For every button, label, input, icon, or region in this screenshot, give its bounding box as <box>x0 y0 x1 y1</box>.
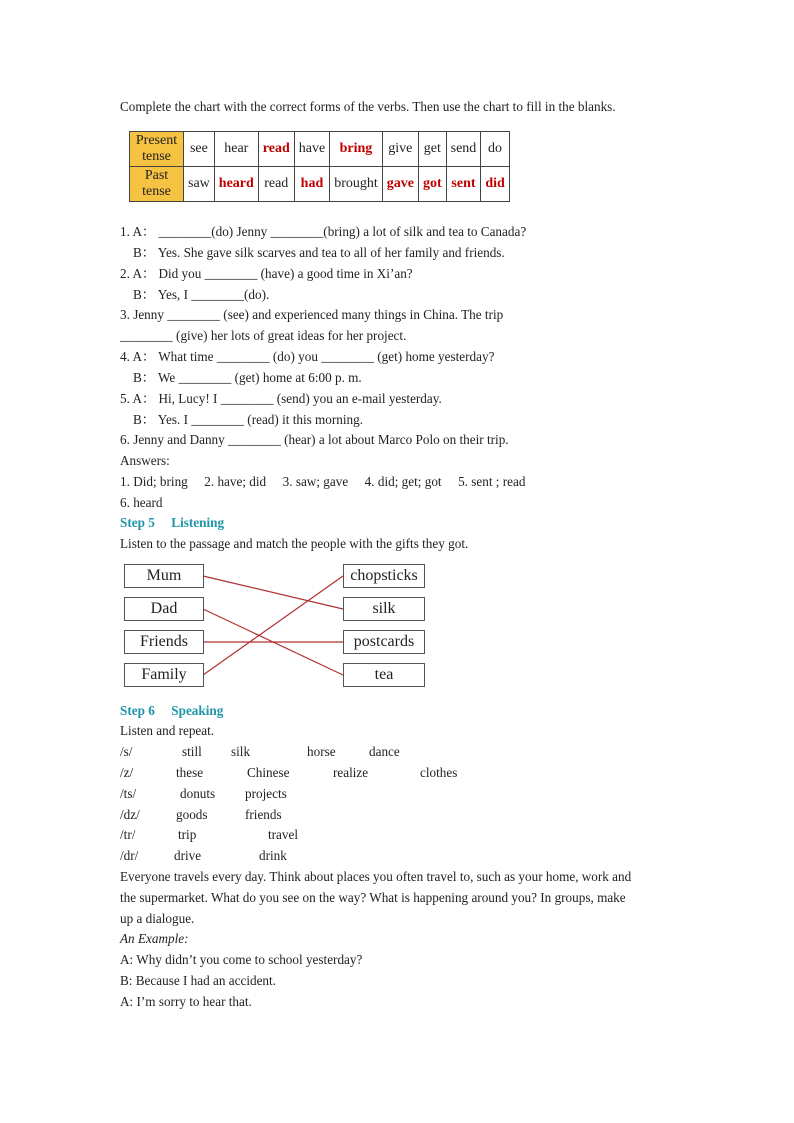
exercise-line: 6. Jenny and Danny ________ (hear) a lot about Marco Polo on their trip. <box>120 432 509 447</box>
phonics-word: horse <box>307 744 336 759</box>
gift-box-tea: tea <box>343 663 425 687</box>
phonics-sound: /dr/ <box>120 848 139 863</box>
step6-instruction: Listen and repeat. <box>120 723 215 738</box>
phonics-word: trip <box>178 827 197 842</box>
person-box-dad: Dad <box>124 597 204 621</box>
verb-cell: get <box>418 132 446 167</box>
phonics-word: dance <box>369 744 400 759</box>
dialogue-line: A: Why didn’t you come to school yesterday? <box>120 952 363 967</box>
exercise-line: 5. A： Hi, Lucy! I ________ (send) you an e-mail yesterday. <box>120 391 442 406</box>
exercise-line: B： Yes, I ________(do). <box>133 287 270 302</box>
exercise-line: B： Yes. I ________ (read) it this morning. <box>133 412 364 427</box>
verb-cell: saw <box>184 167 215 202</box>
step5-instruction: Listen to the passage and match the people with the gifts they got. <box>120 536 469 551</box>
answers-line: 1. Did; bring 2. have; did 3. saw; gave 4. did; get; got 5. sent ; read <box>120 474 526 489</box>
phonics-sound: /z/ <box>120 765 134 780</box>
exercise-line: B： Yes. She gave silk scarves and tea to all of her family and friends. <box>133 245 505 260</box>
dialogue-line: A: I’m sorry to hear that. <box>120 994 252 1009</box>
verb-answer-cell: had <box>294 167 329 202</box>
exercise-line: B： We ________ (get) home at 6:00 p. m. <box>133 370 362 385</box>
phonics-sound: /dz/ <box>120 807 140 822</box>
gift-box-silk: silk <box>343 597 425 621</box>
verb-answer-cell: bring <box>330 132 383 167</box>
phonics-word: these <box>176 765 204 780</box>
phonics-word: donuts <box>180 786 216 801</box>
verb-cell: give <box>382 132 418 167</box>
dialogue-line: B: Because I had an accident. <box>120 973 276 988</box>
exercise-line: 1. A： ________(do) Jenny ________(bring) a lot of silk and tea to Canada? <box>120 224 527 239</box>
match-line-family-chopsticks <box>203 576 343 675</box>
step6-title: Step 6 Speaking <box>120 703 224 718</box>
phonics-word: clothes <box>420 765 458 780</box>
person-box-friends: Friends <box>124 630 204 654</box>
phonics-word: Chinese <box>247 765 290 780</box>
phonics-sound: /ts/ <box>120 786 137 801</box>
paragraph-line: Everyone travels every day. Think about places you often travel to, such as your home, work and <box>120 869 632 884</box>
paragraph-line: up a dialogue. <box>120 911 195 926</box>
answers-line: 6. heard <box>120 495 163 510</box>
phonics-word: travel <box>268 827 299 842</box>
person-box-mum: Mum <box>124 564 204 588</box>
past-header: Past tense <box>130 167 184 202</box>
verb-cell: hear <box>214 132 258 167</box>
phonics-word: realize <box>333 765 369 780</box>
verb-answer-cell: got <box>418 167 446 202</box>
phonics-word: projects <box>245 786 287 801</box>
verb-answer-cell: gave <box>382 167 418 202</box>
verb-cell: send <box>446 132 481 167</box>
match-line-mum-silk <box>203 576 343 609</box>
phonics-word: drive <box>174 848 202 863</box>
phonics-word: drink <box>259 848 287 863</box>
gift-box-postcards: postcards <box>343 630 425 654</box>
step5-title: Step 5 Listening <box>120 515 225 530</box>
exercise-line: 3. Jenny ________ (see) and experienced many things in China. The trip <box>120 307 504 322</box>
verb-answer-cell: did <box>481 167 509 202</box>
phonics-word: friends <box>245 807 282 822</box>
verb-answer-cell: heard <box>214 167 258 202</box>
phonics-word: goods <box>176 807 208 822</box>
verb-cell: see <box>184 132 215 167</box>
answers-label: Answers: <box>120 453 170 468</box>
person-box-family: Family <box>124 663 204 687</box>
phonics-word: silk <box>231 744 251 759</box>
verb-cell: do <box>481 132 509 167</box>
verb-cell: brought <box>330 167 383 202</box>
exercise-line: 4. A： What time ________ (do) you ________ (get) home yesterday? <box>120 349 495 364</box>
phonics-sound: /tr/ <box>120 827 136 842</box>
gift-box-chopsticks: chopsticks <box>343 564 425 588</box>
exercise-line: ________ (give) her lots of great ideas for her project. <box>120 328 407 343</box>
present-header: Present tense <box>130 132 184 167</box>
paragraph-line: the supermarket. What do you see on the way? What is happening around you? In groups, make <box>120 890 626 905</box>
example-label: An Example: <box>120 931 189 946</box>
phonics-word: still <box>182 744 202 759</box>
verb-answer-cell: read <box>258 132 294 167</box>
phonics-sound: /s/ <box>120 744 133 759</box>
verb-cell: have <box>294 132 329 167</box>
verb-answer-cell: sent <box>446 167 481 202</box>
verb-cell: read <box>258 167 294 202</box>
instruction-text: Complete the chart with the correct forms of the verbs. Then use the chart to fill in the blanks. <box>120 99 616 114</box>
exercise-line: 2. A： Did you ________ (have) a good time in Xi’an? <box>120 266 413 281</box>
